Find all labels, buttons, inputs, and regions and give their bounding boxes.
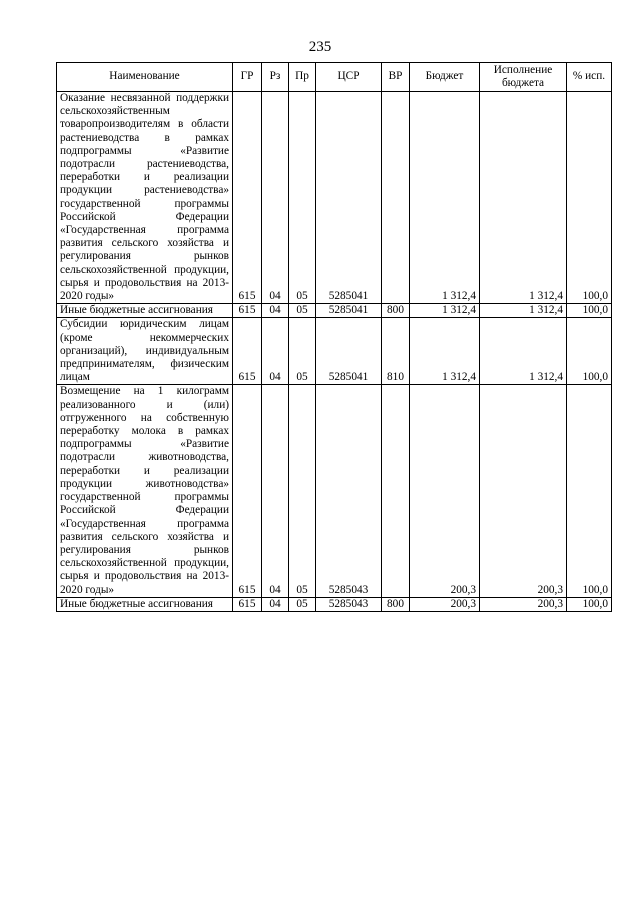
row-execution: 1 312,4: [480, 304, 567, 318]
row-rz: 04: [262, 385, 289, 597]
row-csr: 5285043: [316, 597, 382, 611]
budget-table: [56, 62, 612, 612]
header-budget: Бюджет: [410, 63, 480, 92]
row-name: Возмещение на 1 килограмм реализованного и (или) отгруженного на собственную переработку молока в рамках подпрограммы «Развитие подотрасли животноводства, переработки и реализации продукции животноводства» государственной программы Российской Федерации «Государственная программа развития сельского хозяйства и регулирования рынков сельскохозяйственной продукции, сырья и продовольствия на 2013-2020 годы»: [57, 385, 233, 597]
row-execution: 200,3: [480, 385, 567, 597]
row-name: Субсидии юридическим лицам (кроме некоммерческих организаций), индивидуальным предпринимателям, физическим лицам: [57, 318, 233, 385]
header-pr: Пр: [289, 63, 316, 92]
row-gr: 615: [233, 92, 262, 304]
row-budget: 200,3: [410, 597, 480, 611]
row-csr: 5285041: [316, 318, 382, 385]
header-csr: ЦСР: [316, 63, 382, 92]
row-vr: 810: [382, 318, 410, 385]
row-pr: 05: [289, 304, 316, 318]
row-percent: 100,0: [567, 304, 612, 318]
row-csr: 5285041: [316, 304, 382, 318]
row-gr: 615: [233, 304, 262, 318]
row-percent: 100,0: [567, 318, 612, 385]
row-rz: 04: [262, 92, 289, 304]
row-csr: 5285041: [316, 92, 382, 304]
header-execution: Исполнение бюджета: [480, 63, 567, 92]
row-budget: 200,3: [410, 385, 480, 597]
header-percent: % исп.: [567, 63, 612, 92]
row-budget: 1 312,4: [410, 318, 480, 385]
row-vr: 800: [382, 597, 410, 611]
page-number: 235: [308, 39, 332, 55]
row-rz: 04: [262, 304, 289, 318]
row-pr: 05: [289, 318, 316, 385]
header-gr: ГР: [233, 63, 262, 92]
row-budget: 1 312,4: [410, 304, 480, 318]
table-row: [57, 304, 612, 318]
row-rz: 04: [262, 318, 289, 385]
row-vr: [382, 92, 410, 304]
table-row: [57, 92, 612, 304]
row-execution: 1 312,4: [480, 92, 567, 304]
row-name: Иные бюджетные ассигнования: [57, 304, 233, 318]
row-percent: 100,0: [567, 92, 612, 304]
header-vr: ВР: [382, 63, 410, 92]
row-budget: 1 312,4: [410, 92, 480, 304]
table-header-row: [57, 63, 612, 92]
table-row: [57, 597, 612, 611]
row-name: Оказание несвязанной поддержки сельскохозяйственным товаропроизводителям в области растениеводства в рамках подпрограммы «Развитие подотрасли растениеводства, переработки и реализации продукции растениеводства» государственной программы Российской Федерации «Государственная программа развития сельского хозяйства и регулирования рынков сельскохозяйственной продукции, сырья и продовольствия на 2013-2020 годы»: [57, 92, 233, 304]
row-vr: [382, 385, 410, 597]
header-rz: Рз: [262, 63, 289, 92]
row-percent: 100,0: [567, 385, 612, 597]
row-rz: 04: [262, 597, 289, 611]
row-name: Иные бюджетные ассигнования: [57, 597, 233, 611]
row-pr: 05: [289, 385, 316, 597]
row-pr: 05: [289, 597, 316, 611]
row-csr: 5285043: [316, 385, 382, 597]
row-pr: 05: [289, 92, 316, 304]
table-row: [57, 385, 612, 597]
header-name: Наименование: [57, 63, 233, 92]
table-row: [57, 318, 612, 385]
row-percent: 100,0: [567, 597, 612, 611]
row-execution: 1 312,4: [480, 318, 567, 385]
row-gr: 615: [233, 385, 262, 597]
row-gr: 615: [233, 318, 262, 385]
row-gr: 615: [233, 597, 262, 611]
row-execution: 200,3: [480, 597, 567, 611]
row-vr: 800: [382, 304, 410, 318]
